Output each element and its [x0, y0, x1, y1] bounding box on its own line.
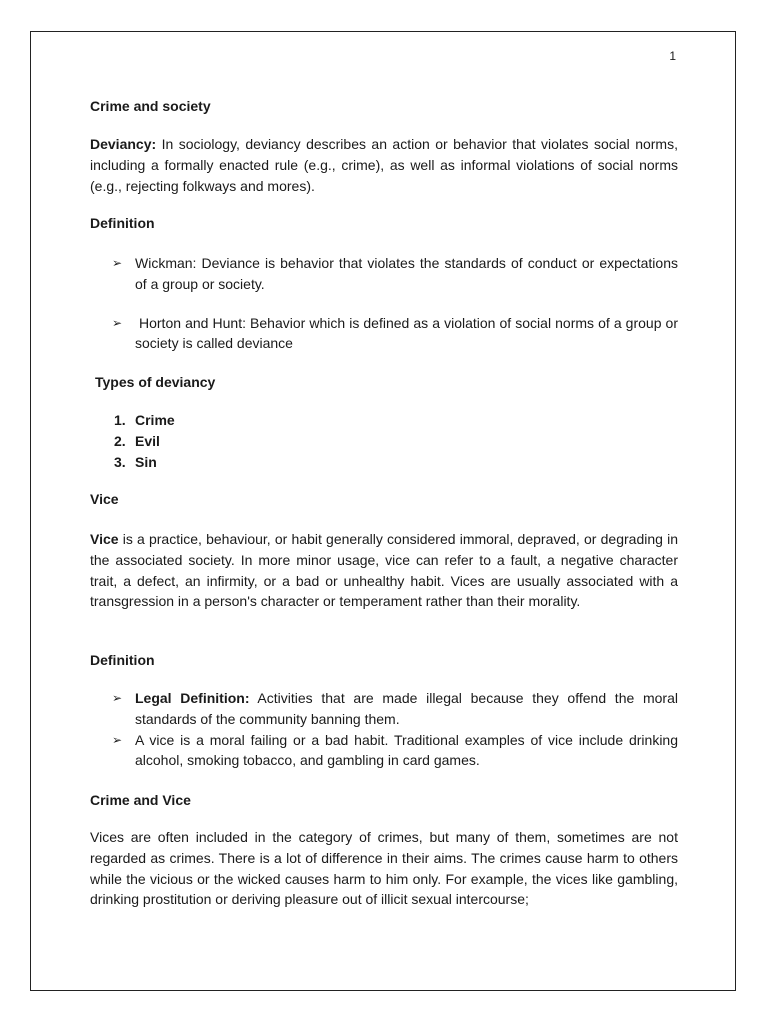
list-number: 3. — [114, 453, 126, 470]
type-crime: Crime — [135, 412, 175, 428]
arrow-bullet-icon: ➢ — [112, 256, 123, 270]
types-heading: Types of deviancy — [95, 374, 216, 390]
arrow-bullet-icon: ➢ — [112, 315, 123, 330]
vice-paragraph — [90, 529, 678, 612]
type-evil: Evil — [135, 432, 160, 449]
list-item — [90, 452, 175, 473]
vice-heading: Vice — [90, 491, 119, 507]
vice-moral-failing: A vice is a moral failing or a bad habit. Traditional examples of vice include drinking alcohol, smoking tobacco, and gambling in card games. — [135, 731, 678, 769]
deviancy-text: In sociology, deviancy describes an action or behavior that violates social norms, including a formally enacted rule (e.g., crime), as well as informal violations of social norms (e.g., rejecting folkways and mores). — [90, 136, 678, 194]
list-item — [90, 431, 175, 452]
list-item — [90, 688, 678, 730]
list-item — [90, 410, 175, 431]
deviancy-paragraph — [90, 134, 678, 196]
page-number: 1 — [669, 49, 676, 63]
list-number: 2. — [114, 432, 126, 449]
vice-term: Vice — [90, 531, 119, 547]
definition-heading-2: Definition — [90, 652, 155, 668]
list-item — [90, 730, 678, 772]
types-list — [90, 410, 175, 472]
crime-and-vice-heading: Crime and Vice — [90, 792, 191, 808]
definition-list-2 — [90, 688, 678, 771]
definition-heading-1: Definition — [90, 215, 155, 231]
type-sin: Sin — [135, 453, 157, 470]
list-item — [90, 253, 678, 295]
deviancy-term: Deviancy: — [90, 136, 157, 152]
arrow-bullet-icon: ➢ — [112, 691, 123, 705]
horton-hunt-definition: Horton and Hunt: Behavior which is defined as a violation of social norms of a group or society is called deviance — [135, 314, 678, 352]
arrow-bullet-icon: ➢ — [112, 732, 123, 747]
document-page — [30, 31, 736, 991]
document-title: Crime and society — [90, 98, 211, 114]
definition-list-1 — [90, 253, 678, 354]
wickman-definition: Wickman: Deviance is behavior that violates the standards of conduct or expectations of a group or society. — [135, 255, 678, 292]
list-item — [90, 313, 678, 355]
crime-and-vice-paragraph: Vices are often included in the category of crimes, but many of them, sometimes are not regarded as crimes. There is a lot of difference in their aims. The crimes cause harm to others while the vicious or the wicked causes harm to him only. For example, the vices like gambling, drinking prostitution or deriving pleasure out of illicit sexual intercourse; — [90, 829, 678, 908]
list-number: 1. — [114, 412, 126, 428]
legal-definition-text: Activities that are made illegal because they offend the moral standards of the community banning them. — [135, 690, 678, 727]
vice-text: is a practice, behaviour, or habit generally considered immoral, depraved, or degrading in the associated society. In more minor usage, vice can refer to a fault, a negative character trait, a defect, an infirmity, or a bad or unhealthy habit. Vices are usually associated with a transgression in a person's character or temperament rather than their morality. — [90, 531, 678, 610]
legal-definition-term: Legal Definition: — [135, 690, 250, 706]
